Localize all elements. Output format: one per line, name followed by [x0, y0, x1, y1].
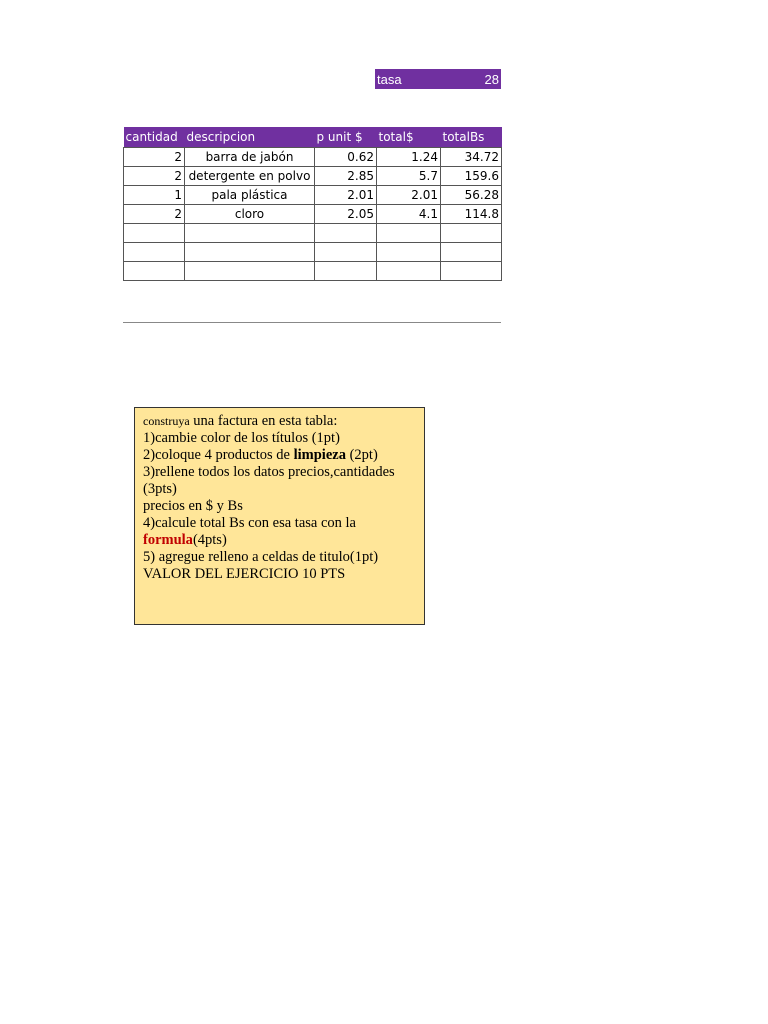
tasa-label: tasa — [377, 71, 402, 87]
cell-cantidad[interactable]: 2 — [124, 205, 185, 224]
cell-cantidad[interactable]: 2 — [124, 167, 185, 186]
cell-descripcion[interactable]: detergente en polvo — [185, 167, 315, 186]
note-formula: formula — [143, 532, 193, 548]
cell-descripcion[interactable]: barra de jabón — [185, 148, 315, 167]
cell-total-dollar[interactable]: 5.7 — [377, 167, 441, 186]
cell-empty[interactable] — [377, 224, 441, 243]
note-line-7-rest: (4pts) — [192, 532, 227, 548]
cell-empty[interactable] — [124, 243, 185, 262]
cell-empty[interactable] — [377, 262, 441, 281]
cell-p-unit[interactable]: 0.62 — [315, 148, 377, 167]
note-line-3-b: (2pt) — [345, 447, 378, 463]
tasa-header-cell[interactable] — [375, 69, 501, 89]
invoice-header-row — [124, 127, 502, 148]
note-line-9: VALOR DEL EJERCICIO 10 PTS — [143, 566, 346, 582]
cell-p-unit[interactable]: 2.05 — [315, 205, 377, 224]
tasa-value[interactable]: 28 — [484, 71, 499, 87]
header-total-dollar[interactable]: total$ — [377, 127, 441, 148]
note-construya: construya — [143, 414, 190, 428]
cell-p-unit[interactable]: 2.01 — [315, 186, 377, 205]
cell-descripcion[interactable]: cloro — [185, 205, 315, 224]
cell-empty[interactable] — [315, 224, 377, 243]
cell-empty[interactable] — [441, 224, 502, 243]
cell-empty[interactable] — [185, 243, 315, 262]
cell-total-bs[interactable]: 114.8 — [441, 205, 502, 224]
table-row — [124, 243, 502, 262]
table-row — [124, 186, 502, 205]
table-row — [124, 224, 502, 243]
note-line-7 — [143, 532, 416, 549]
table-row — [124, 262, 502, 281]
cell-empty[interactable] — [315, 262, 377, 281]
note-line-6: 4)calcule total Bs con esa tasa con la — [143, 515, 356, 531]
note-line-8: 5) agregue relleno a celdas de titulo(1pt) — [143, 549, 379, 565]
cell-empty[interactable] — [124, 262, 185, 281]
divider-line — [123, 322, 501, 323]
cell-empty[interactable] — [124, 224, 185, 243]
table-row — [124, 205, 502, 224]
note-line-2: 1)cambie color de los títulos (1pt) — [143, 430, 340, 446]
cell-total-bs[interactable]: 159.6 — [441, 167, 502, 186]
cell-total-dollar[interactable]: 1.24 — [377, 148, 441, 167]
note-limpieza: limpieza — [293, 447, 346, 463]
cell-p-unit[interactable]: 2.85 — [315, 167, 377, 186]
cell-empty[interactable] — [377, 243, 441, 262]
cell-empty[interactable] — [185, 262, 315, 281]
note-line-1-rest: una factura en esta tabla: — [189, 413, 338, 429]
header-p-unit[interactable]: p unit $ — [315, 127, 377, 148]
invoice-table — [123, 127, 502, 281]
table-row — [124, 167, 502, 186]
cell-cantidad[interactable]: 1 — [124, 186, 185, 205]
header-total-bs[interactable]: totalBs — [441, 127, 502, 148]
note-line-1 — [143, 413, 416, 430]
cell-total-bs[interactable]: 34.72 — [441, 148, 502, 167]
note-line-4: 3)rellene todos los datos precios,cantidades (3pts) — [143, 464, 395, 497]
note-line-5: precios en $ y Bs — [143, 498, 243, 514]
cell-cantidad[interactable]: 2 — [124, 148, 185, 167]
cell-empty[interactable] — [441, 243, 502, 262]
cell-descripcion[interactable]: pala plástica — [185, 186, 315, 205]
cell-total-bs[interactable]: 56.28 — [441, 186, 502, 205]
cell-empty[interactable] — [441, 262, 502, 281]
table-row — [124, 148, 502, 167]
cell-empty[interactable] — [315, 243, 377, 262]
note-line-3 — [143, 447, 416, 464]
header-descripcion[interactable]: descripcion — [185, 127, 315, 148]
cell-total-dollar[interactable]: 2.01 — [377, 186, 441, 205]
cell-total-dollar[interactable]: 4.1 — [377, 205, 441, 224]
header-cantidad[interactable]: cantidad — [124, 127, 185, 148]
note-line-3-a: 2)coloque 4 productos de — [143, 447, 294, 463]
instructions-textbox[interactable] — [134, 407, 425, 625]
cell-empty[interactable] — [185, 224, 315, 243]
